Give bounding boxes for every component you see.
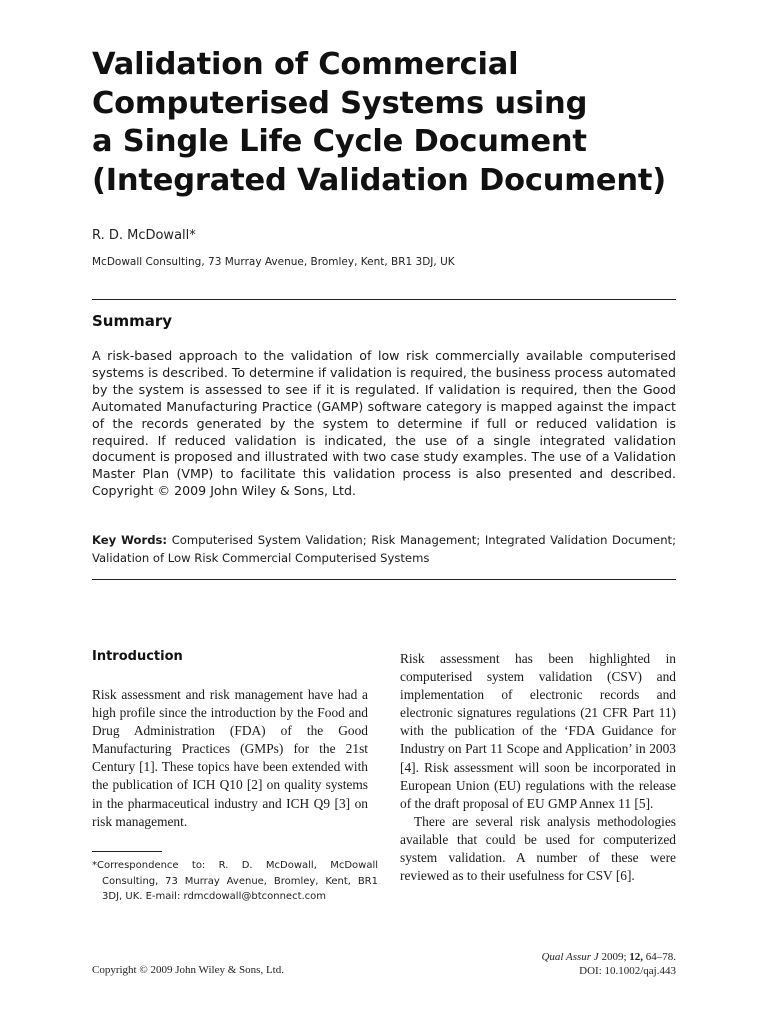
introduction-paragraph: Risk assessment and risk management have had a high profile since the introduction by the Food and Drug Administration (FDA) of the Good Manufacturing Practices (GMPs) for the 21st Century [1]. These topics have been extended with the publication of ICH Q10 [2] on quality systems in the pharmaceutical industry and ICH Q9 [3] on risk management. <box>92 687 368 829</box>
right-column <box>400 650 676 885</box>
citation-line <box>541 950 676 964</box>
keywords-label: Key Words: <box>92 533 168 547</box>
journal-year: 2009; <box>601 951 627 963</box>
journal-reference <box>541 950 676 978</box>
left-column <box>92 648 368 831</box>
correspondence-footnote: *Correspondence to: R. D. McDowall, McDowall Consulting, 73 Murray Avenue, Bromley, Kent, BR1 3DJ, UK. E-mail: rdmcdowall@btconnect.com <box>92 860 378 902</box>
keywords-text: Computerised System Validation; Risk Management; Integrated Validation Document; Validation of Low Risk Commercial Computerised Systems <box>92 533 676 565</box>
journal-pages: 64–78. <box>645 951 676 963</box>
body-paragraph: There are several risk analysis methodologies available that could be used for computerized system validation. A number of these were reviewed as to their usefulness for CSV [6]. <box>400 813 676 884</box>
divider <box>92 579 676 580</box>
introduction-heading: Introduction <box>92 649 183 664</box>
keywords <box>92 531 676 567</box>
title-line: (Integrated Validation Document) <box>92 162 666 198</box>
author-name: R. D. McDowall* <box>92 228 196 243</box>
title-line: Computerised Systems using <box>92 85 588 121</box>
title-line: Validation of Commercial <box>92 47 519 82</box>
copyright-notice: Copyright © 2009 John Wiley & Sons, Ltd. <box>92 964 284 976</box>
footnote-divider <box>92 851 162 852</box>
article-title <box>92 46 692 200</box>
title-line: a Single Life Cycle Document <box>92 124 587 159</box>
journal-name: Qual Assur J <box>541 951 599 963</box>
author-affiliation: McDowall Consulting, 73 Murray Avenue, Bromley, Kent, BR1 3DJ, UK <box>92 256 455 268</box>
summary-text: A risk-based approach to the validation of low risk commercially available computerised systems is described. To determine if validation is required, the business process automated by the system is assessed to see if it is regulated. If validation is required, then the Good Automated Manufacturing Practice (GAMP) software category is mapped against the impact of the records generated by the system to determine if full or reduced validation is required. If reduced validation is indicated, the use of a single integrated validation document is proposed and illustrated with two case study examples. The use of a Validation Master Plan (VMP) to facilitate this validation process is also presented and described. Copyright © 2009 John Wiley & Sons, Ltd. <box>92 348 676 499</box>
journal-volume: 12, <box>629 951 643 963</box>
divider <box>92 299 676 300</box>
doi: DOI: 10.1002/qaj.443 <box>579 965 676 977</box>
body-paragraph: Risk assessment has been highlighted in computerised system validation (CSV) and implementation of electronic records and electronic signatures regulations (21 CFR Part 11) with the publication of the ‘FDA Guidance for Industry on Part 11 Scope and Application’ in 2003 [4]. Risk assessment will soon be incorporated in European Union (EU) regulations with the release of the draft proposal of EU GMP Annex 11 [5]. <box>400 651 676 811</box>
summary-heading: Summary <box>92 312 173 330</box>
